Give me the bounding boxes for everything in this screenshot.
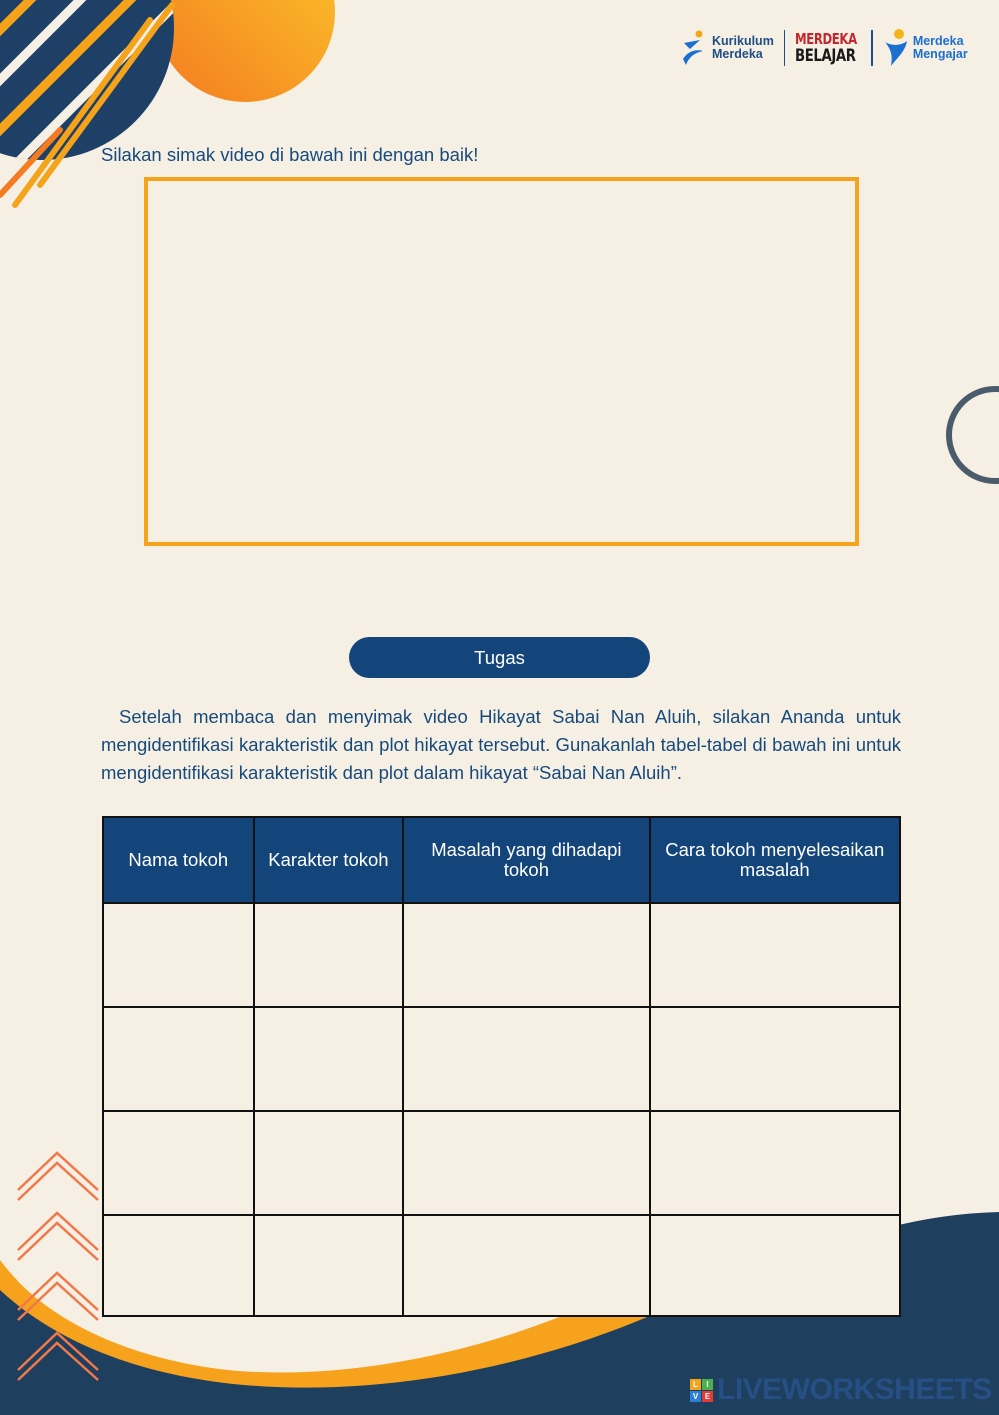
identification-table bbox=[102, 816, 901, 1317]
table-cell[interactable] bbox=[403, 903, 649, 1007]
instructions-paragraph bbox=[101, 703, 901, 787]
table-header-row bbox=[103, 817, 900, 903]
liveworksheets-watermark bbox=[690, 1374, 992, 1406]
header-logos bbox=[680, 26, 985, 70]
table-cell[interactable] bbox=[403, 1215, 649, 1316]
table-cell[interactable] bbox=[254, 903, 404, 1007]
instructions-text: Setelah membaca dan menyimak video Hikayat Sabai Nan Aluih, silakan Ananda untuk mengidentifikasi karakteristik dan plot hikayat tersebut. Gunakanlah tabel-tabel di bawah ini untuk mengidentifikasi karakteristik dan plot dalam hikayat “Sabai Nan Aluih”. bbox=[101, 706, 901, 783]
table-row bbox=[103, 903, 900, 1007]
table-row bbox=[103, 1215, 900, 1316]
table-cell[interactable] bbox=[650, 1007, 901, 1111]
video-frame[interactable] bbox=[144, 177, 859, 546]
merdeka-mengajar-logo-icon bbox=[883, 28, 909, 68]
header-karakter-tokoh: Karakter tokoh bbox=[254, 817, 404, 903]
ring-shape bbox=[949, 389, 999, 481]
merdeka-mengajar-logo bbox=[883, 28, 968, 68]
task-banner-label: Tugas bbox=[474, 646, 525, 668]
kurikulum-logo-icon bbox=[680, 29, 706, 67]
mengajar-line2: Mengajar bbox=[912, 47, 968, 61]
table-cell[interactable] bbox=[254, 1215, 404, 1316]
table-cell[interactable] bbox=[254, 1111, 404, 1215]
logo-separator bbox=[871, 30, 873, 66]
badge-letter: I bbox=[702, 1379, 713, 1390]
kurikulum-line2: Merdeka bbox=[712, 47, 763, 61]
table-cell[interactable] bbox=[403, 1111, 649, 1215]
table-cell[interactable] bbox=[650, 903, 901, 1007]
task-banner bbox=[349, 637, 650, 678]
table-cell[interactable] bbox=[103, 1111, 254, 1215]
badge-letter: L bbox=[690, 1379, 701, 1390]
table-row bbox=[103, 1007, 900, 1111]
merdeka-belajar-line2: BELAJAR bbox=[795, 46, 856, 66]
header-masalah: Masalah yang dihadapi tokoh bbox=[403, 817, 649, 903]
header-nama-tokoh: Nama tokoh bbox=[103, 817, 254, 903]
table-row bbox=[103, 1111, 900, 1215]
kurikulum-merdeka-logo bbox=[680, 29, 774, 67]
table-cell[interactable] bbox=[103, 1007, 254, 1111]
liveworksheets-badge-icon bbox=[690, 1379, 713, 1402]
table-cell[interactable] bbox=[103, 903, 254, 1007]
watermark-text: LIVEWORKSHEETS bbox=[717, 1373, 992, 1406]
intro-text: Silakan simak video di bawah ini dengan baik! bbox=[101, 144, 479, 165]
table-cell[interactable] bbox=[650, 1215, 901, 1316]
badge-letter: E bbox=[702, 1391, 713, 1402]
table-cell[interactable] bbox=[650, 1111, 901, 1215]
merdeka-belajar-line1: MERDEKA bbox=[795, 30, 858, 48]
header-cara-menyelesaikan: Cara tokoh menyelesaikan masalah bbox=[650, 817, 901, 903]
kurikulum-line1: Kurikulum bbox=[712, 34, 774, 48]
mengajar-line1: Merdeka bbox=[912, 34, 964, 48]
orange-circle-shape bbox=[155, 0, 335, 102]
badge-letter: V bbox=[690, 1391, 701, 1402]
logo-separator bbox=[784, 30, 786, 66]
table-cell[interactable] bbox=[403, 1007, 649, 1111]
table-cell[interactable] bbox=[103, 1215, 254, 1316]
table-cell[interactable] bbox=[254, 1007, 404, 1111]
